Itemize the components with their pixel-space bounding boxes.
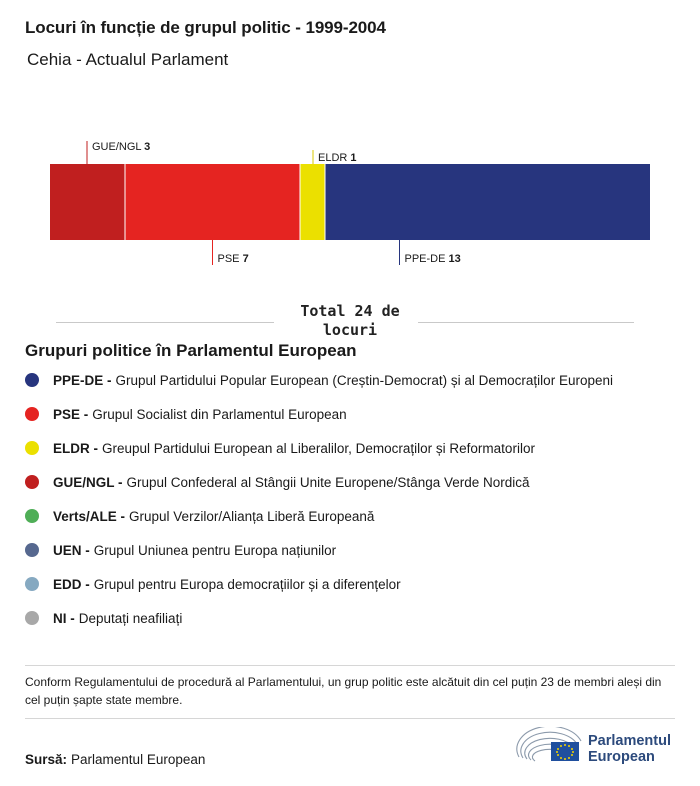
logo-text-line2: European xyxy=(588,749,655,765)
legend-swatch xyxy=(25,441,39,455)
legend-item-ni xyxy=(25,608,182,628)
segment-label-pse: PSE 7 xyxy=(217,253,249,265)
total-seats-label: Total 24 de locuri xyxy=(300,302,400,339)
legend-description: Deputați neafiliați xyxy=(78,610,183,626)
legend-swatch xyxy=(25,373,39,387)
legend-swatch xyxy=(25,543,39,557)
logo-text xyxy=(588,733,671,765)
chart-title: Locuri în funcție de grupul politic - 1999-2004 xyxy=(25,18,386,37)
legend-code: PPE-DE - xyxy=(53,372,112,388)
legend-swatch xyxy=(25,475,39,489)
divider-line-right xyxy=(418,322,634,323)
legend-swatch xyxy=(25,509,39,523)
legend-description: Greupul Partidului European al Liberalilor, Democraților și Reformatorilor xyxy=(102,440,535,456)
legend-description: Grupul pentru Europa democrațiilor și a diferențelor xyxy=(93,576,401,592)
legend-description: Grupul Socialist din Parlamentul European xyxy=(92,406,347,422)
legend-code: GUE/NGL - xyxy=(53,474,123,490)
logo-text-line1: Parlamentul xyxy=(588,733,671,749)
chart-subtitle: Cehia - Actualul Parlament xyxy=(27,50,229,69)
segment-label-ppe-de: PPE-DE 13 xyxy=(404,253,461,265)
divider-top-note xyxy=(25,665,675,666)
legend-item-eldr xyxy=(25,438,535,458)
source-label: Sursă: xyxy=(25,752,68,767)
legend-item-gue-ngl xyxy=(25,472,530,492)
legend-swatch xyxy=(25,611,39,625)
legend-description: Grupul Verzilor/Alianța Liberă Europeană xyxy=(129,508,375,524)
bar-segment-pse xyxy=(125,164,300,240)
legend-code: UEN - xyxy=(53,542,90,558)
bar-segment-gue-ngl xyxy=(50,164,125,240)
stacked-bar-chart xyxy=(0,0,700,300)
legend-code: NI - xyxy=(53,610,75,626)
legend-item-edd xyxy=(25,574,401,594)
divider-bottom-note xyxy=(25,718,675,719)
legend-code: Verts/ALE - xyxy=(53,508,126,524)
divider-line-left xyxy=(56,322,274,323)
legend-item-ppe-de xyxy=(25,370,613,390)
legend-item-uen xyxy=(25,540,336,560)
legend-item-verts-ale xyxy=(25,506,374,526)
legend-swatch xyxy=(25,407,39,421)
legend-description: Grupul Partidului Popular European (Creștin-Democrat) și al Democraților Europeni xyxy=(115,372,613,388)
legend-code: EDD - xyxy=(53,576,90,592)
source-value: Parlamentul European xyxy=(71,752,206,767)
bar-segment-ppe-de xyxy=(325,164,650,240)
segment-label-gue-ngl: GUE/NGL 3 xyxy=(92,141,151,153)
legend-description: Grupul Uniunea pentru Europa națiunilor xyxy=(93,542,337,558)
bar-segment-eldr xyxy=(300,164,325,240)
legend-item-pse xyxy=(25,404,347,424)
segment-label-eldr: ELDR 1 xyxy=(318,152,357,164)
legend-description: Grupul Confederal al Stângii Unite Europene/Stânga Verde Nordică xyxy=(126,474,530,490)
legend-swatch xyxy=(25,577,39,591)
footnote: Conform Regulamentului de procedură al Parlamentului, un grup politic este alcătuit din cel puțin 23 de membri aleși din cel puțin șapte state membre. xyxy=(25,675,662,707)
legend-code: ELDR - xyxy=(53,440,98,456)
legend-code: PSE - xyxy=(53,406,89,422)
legend-heading: Grupuri politice în Parlamentul European xyxy=(25,341,357,360)
source-line xyxy=(25,752,205,767)
